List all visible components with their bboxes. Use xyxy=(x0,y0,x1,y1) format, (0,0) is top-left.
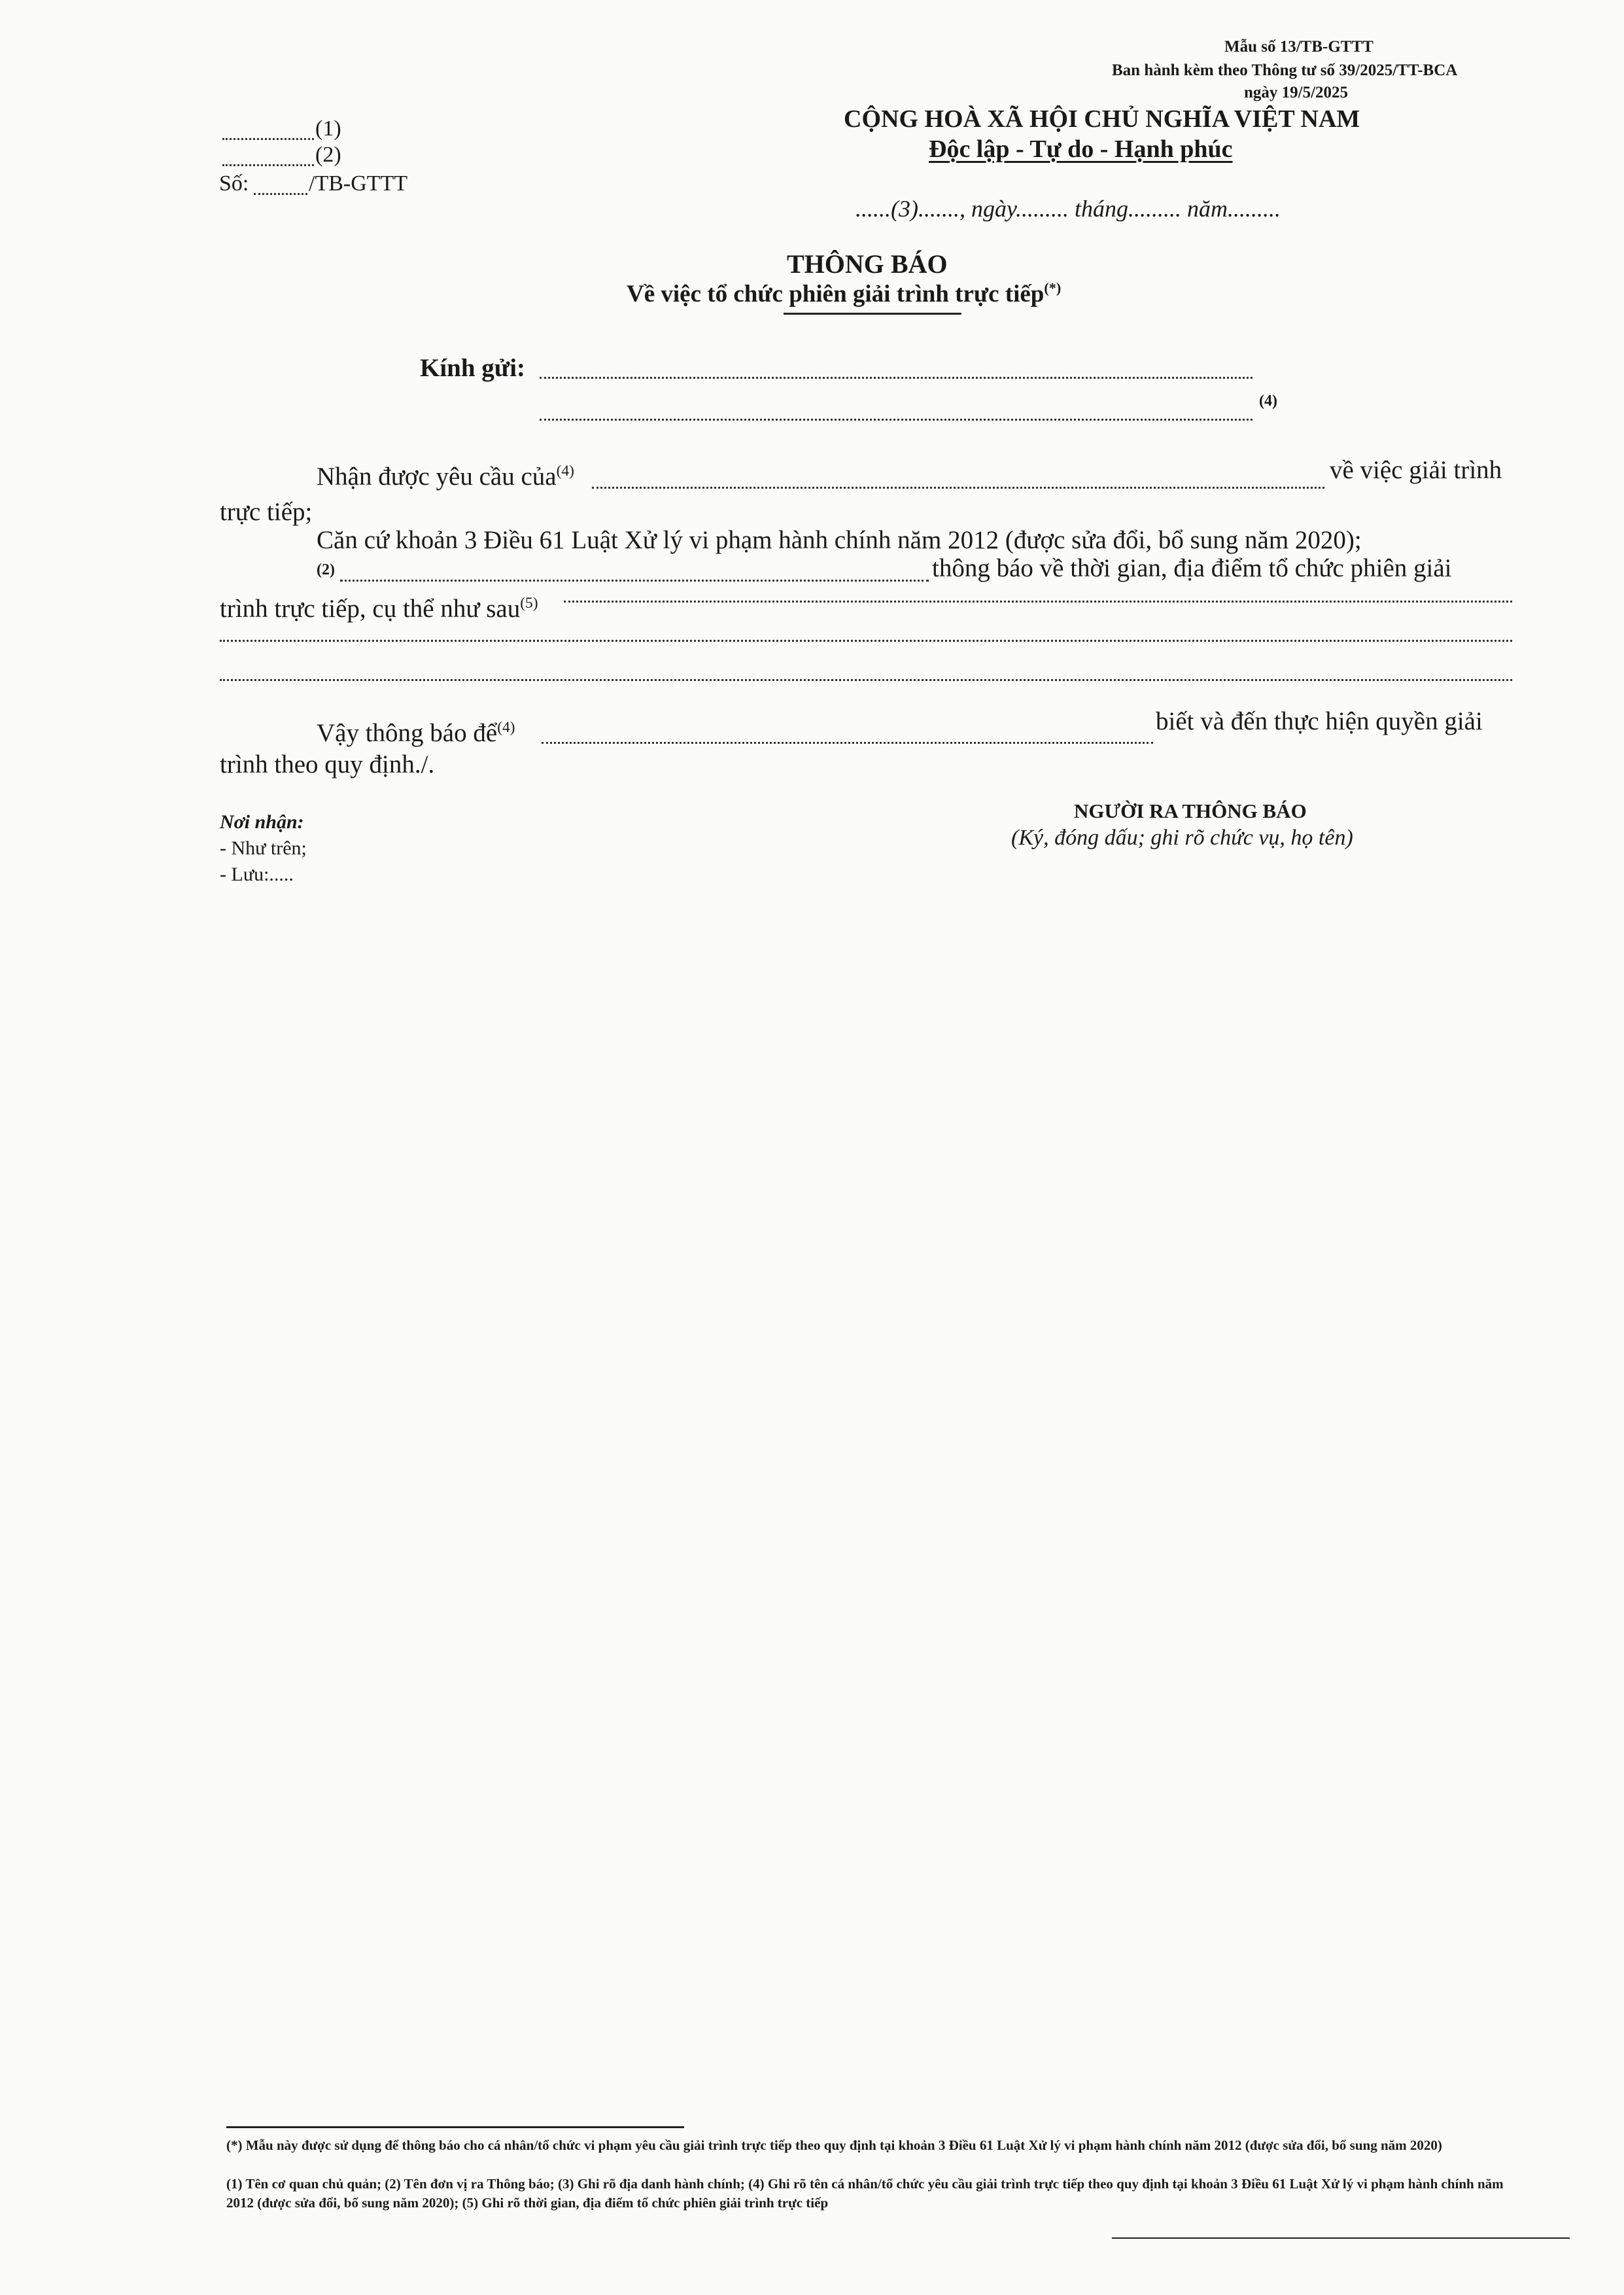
paragraph-1-end: về việc giải trình xyxy=(1330,456,1502,484)
recipient-mark: (4) xyxy=(1259,393,1277,410)
requester-fill-line xyxy=(592,487,1324,489)
national-motto: Độc lập - Tự do - Hạnh phúc xyxy=(929,135,1233,163)
bottom-rule xyxy=(1112,2237,1570,2239)
signature-note: (Ký, đóng dấu; ghi rõ chức vụ, họ tên) xyxy=(1011,826,1353,850)
agency-fill-line xyxy=(222,138,314,140)
details-fill-line-2 xyxy=(220,640,1512,642)
paragraph-3-end: thông báo về thời gian, địa điểm tổ chức phiên giải xyxy=(932,554,1452,582)
national-title: CỘNG HOÀ XÃ HỘI CHỦ NGHĨA VIỆT NAM xyxy=(844,105,1360,133)
paragraph-1-start xyxy=(317,462,574,491)
agency-line: (1) xyxy=(315,116,341,141)
unit-name-fill-line xyxy=(340,580,929,582)
receivers-title: Nơi nhận: xyxy=(220,811,304,833)
signature-title: NGƯỜI RA THÔNG BÁO xyxy=(1074,799,1307,822)
paragraph-3-cont-mark: (5) xyxy=(520,595,538,612)
document-number-suffix: /TB-GTTT xyxy=(309,171,408,196)
paragraph-2: Căn cứ khoản 3 Điều 61 Luật Xử lý vi phạm hành chính năm 2012 (được sửa đổi, bổ sung năm 2020); xyxy=(317,526,1362,554)
paragraph-4-start xyxy=(317,718,515,748)
footnote-numbered: (1) Tên cơ quan chủ quản; (2) Tên đơn vị ra Thông báo; (3) Ghi rõ địa danh hành chính; (4) Ghi rõ tên cá nhân/tổ chức yêu cầu giải trình trực tiếp theo quy định tại khoản 3 Điều 61 Luật Xử lý vi phạm hành chính năm 2012 (được sửa đổi, bổ sung năm 2020); (5) Ghi rõ thời gian, địa điểm tổ chức phiên giải trình trực tiếp xyxy=(226,2176,1504,2211)
form-issuance-date: ngày 19/5/2025 xyxy=(1244,84,1349,101)
document-type: THÔNG BÁO xyxy=(787,249,948,279)
recipient-fill-line-1 xyxy=(540,377,1253,379)
paragraph-1-mark: (4) xyxy=(556,463,574,480)
unit-fill-line xyxy=(222,164,314,166)
paragraph-1-cont: trực tiếp; xyxy=(220,498,313,526)
document-number-label: Số: xyxy=(219,171,249,196)
details-fill-line-3 xyxy=(220,679,1512,681)
footnote-separator xyxy=(226,2126,684,2128)
paragraph-4-start-text: Vậy thông báo để xyxy=(317,719,498,747)
recipient-fill-line-2 xyxy=(540,419,1253,421)
paragraph-4-end: biết và đến thực hiện quyền giải xyxy=(1156,707,1483,735)
unit-line: (2) xyxy=(315,143,341,167)
form-issuance-note: Ban hành kèm theo Thông tư số 39/2025/TT-BCA xyxy=(1112,61,1458,79)
footnote-star: (*) Mẫu này được sử dụng để thông báo cho cá nhân/tổ chức vi phạm yêu cầu giải trình trực tiếp theo quy định tại khoản 3 Điều 61 Luật Xử lý vi phạm hành chính năm 2012 (được sửa đổi, bổ sung năm 2020) xyxy=(226,2137,1442,2153)
receivers-item: - Như trên; xyxy=(220,837,307,859)
paragraph-4-cont: trình theo quy định./. xyxy=(220,750,435,779)
place-date-line: ......(3)......., ngày......... tháng......... năm......... xyxy=(855,196,1281,222)
notify-fill-line xyxy=(542,742,1153,744)
document-subject-text: Về việc tổ chức phiên giải trình trực tiếp xyxy=(627,281,1045,307)
receivers-item: - Lưu:..... xyxy=(220,864,294,885)
document-number-fill xyxy=(254,193,307,195)
paragraph-3-cont-text: trình trực tiếp, cụ thể như sau xyxy=(220,595,521,623)
paragraph-1-start-text: Nhận được yêu cầu của xyxy=(317,463,557,491)
subject-underline xyxy=(784,313,961,315)
paragraph-4-mark: (4) xyxy=(497,719,515,736)
paragraph-3-cont xyxy=(220,594,538,623)
details-fill-line-1 xyxy=(564,601,1512,603)
document-subject xyxy=(627,280,1061,308)
paragraph-3-mark: (2) xyxy=(317,561,335,578)
form-number: Mẫu số 13/TB-GTTT xyxy=(1224,38,1373,56)
recipient-label: Kính gửi: xyxy=(420,354,526,382)
subject-footnote-mark: (*) xyxy=(1044,279,1062,296)
